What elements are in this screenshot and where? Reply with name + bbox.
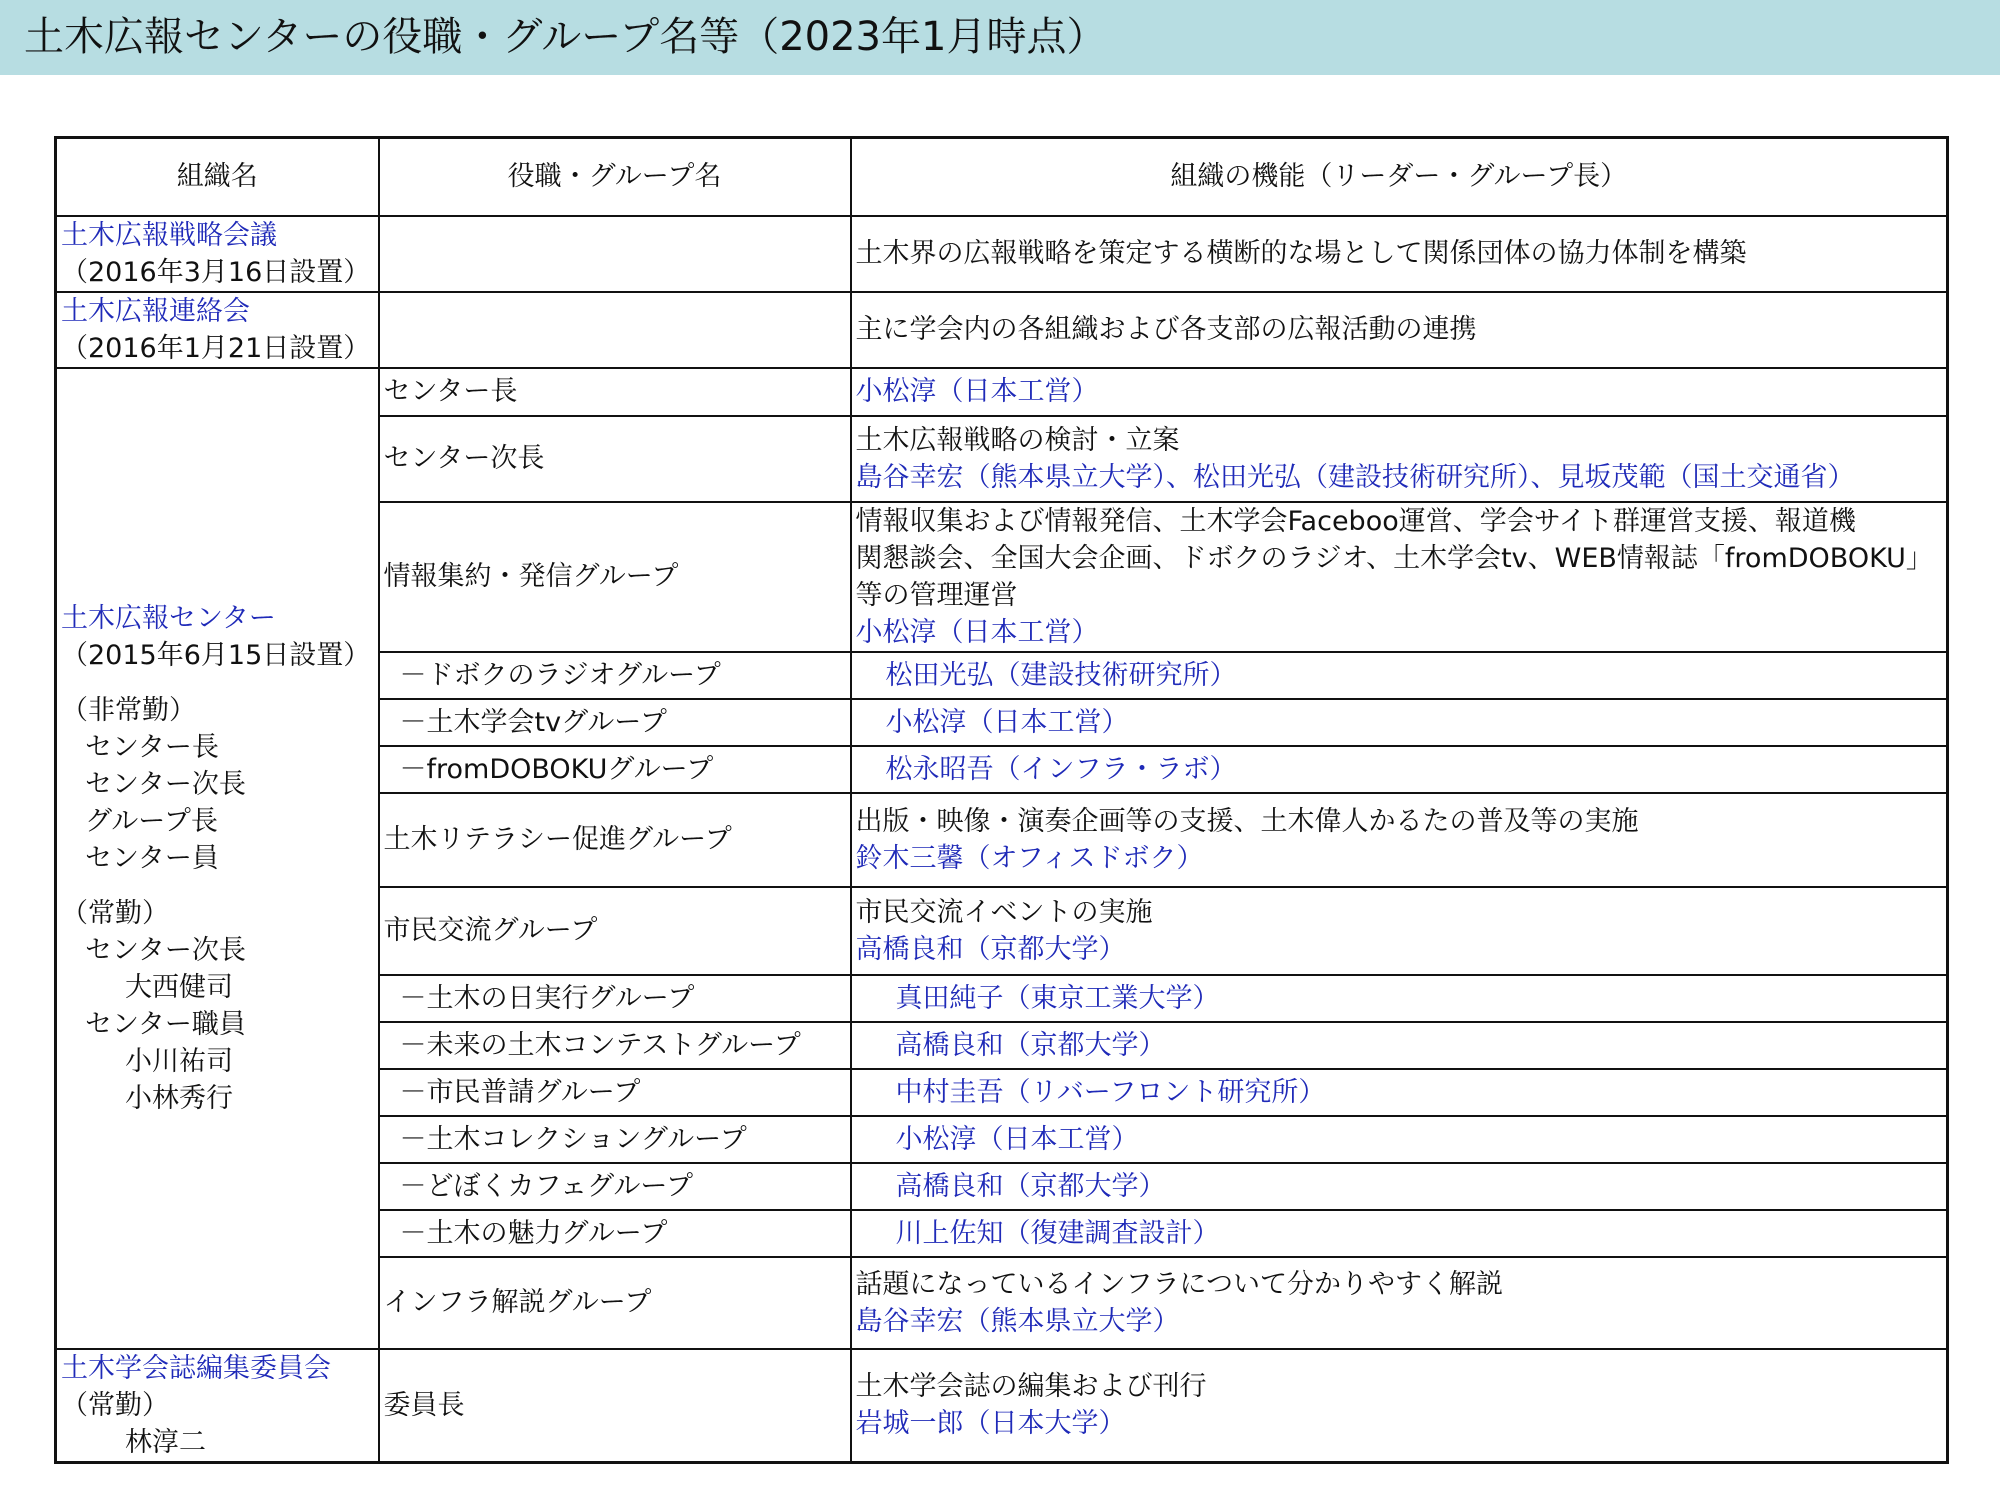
full-time-role: センター次長 bbox=[85, 934, 246, 966]
function-text: 関懇談会、全国大会企画、ドボクのラジオ、土木学会tv、WEB情報誌「fromDOBOKU」 bbox=[855, 542, 1933, 574]
org-date: （2015年6月15日設置） bbox=[61, 639, 371, 671]
leader-name[interactable]: 真田純子（東京工業大学） bbox=[895, 982, 1220, 1014]
subgroup-cell: －ドボクのラジオグループ bbox=[379, 652, 851, 699]
leader-name[interactable]: 岩城一郎（日本大学） bbox=[855, 1408, 1126, 1439]
organization-table bbox=[54, 136, 1949, 1464]
leader-name[interactable]: 高橋良和（京都大学） bbox=[895, 1029, 1166, 1061]
full-time-label: （常勤） bbox=[61, 1389, 169, 1421]
role-cell: 委員長 bbox=[379, 1349, 851, 1463]
function-cell bbox=[851, 699, 1948, 746]
function-cell bbox=[851, 887, 1948, 975]
function-text: 主に学会内の各組織および各支部の広報活動の連携 bbox=[855, 314, 1477, 345]
table-row bbox=[56, 292, 1948, 368]
subgroup-cell: －未来の土木コンテストグループ bbox=[379, 1022, 851, 1069]
role-cell bbox=[379, 216, 851, 292]
part-time-role: センター長 bbox=[85, 731, 219, 763]
org-cell bbox=[56, 1349, 379, 1463]
function-text: 出版・映像・演奏企画等の支援、土木偉人かるたの普及等の実施 bbox=[855, 805, 1639, 837]
function-text: 話題になっているインフラについて分かりやすく解説 bbox=[855, 1268, 1503, 1300]
function-cell bbox=[851, 1116, 1948, 1163]
title-bar bbox=[0, 0, 2000, 75]
page-title: 土木広報センターの役職・グループ名等（2023年1月時点） bbox=[24, 14, 1107, 60]
leader-name[interactable]: 松永昭吾（インフラ・ラボ） bbox=[885, 753, 1237, 785]
subgroup-cell: －どぼくカフェグループ bbox=[379, 1163, 851, 1210]
subgroup-cell: －土木の日実行グループ bbox=[379, 975, 851, 1022]
leader-name[interactable]: 中村圭吾（リバーフロント研究所） bbox=[895, 1076, 1326, 1108]
function-text: 土木界の広報戦略を策定する横断的な場として関係団体の協力体制を構築 bbox=[855, 238, 1747, 269]
role-cell: 土木リテラシー促進グループ bbox=[379, 793, 851, 887]
full-time-role: センター職員 bbox=[85, 1008, 246, 1040]
table-row bbox=[56, 1349, 1948, 1463]
subgroup-cell: －土木学会tvグループ bbox=[379, 699, 851, 746]
header-role-group: 役職・グループ名 bbox=[379, 138, 851, 216]
staff-name: 小川祐司 bbox=[125, 1045, 233, 1077]
part-time-label: （非常勤） bbox=[61, 694, 196, 726]
org-cell bbox=[56, 292, 379, 368]
function-cell bbox=[851, 1210, 1948, 1257]
leader-name[interactable]: 小松淳（日本工営） bbox=[855, 616, 1099, 648]
leader-name[interactable]: 小松淳（日本工営） bbox=[885, 706, 1129, 738]
leader-name[interactable]: 高橋良和（京都大学） bbox=[895, 1170, 1166, 1202]
leader-name[interactable]: 川上佐知（復建調査設計） bbox=[895, 1217, 1220, 1249]
center-org-cell bbox=[56, 368, 379, 1349]
leader-name[interactable]: 高橋良和（京都大学） bbox=[855, 933, 1126, 965]
function-text: 市民交流イベントの実施 bbox=[855, 896, 1153, 928]
role-cell bbox=[379, 292, 851, 368]
function-cell bbox=[851, 1069, 1948, 1116]
role-cell: センター長 bbox=[379, 368, 851, 416]
leader-name[interactable]: 島谷幸宏（熊本県立大学） bbox=[855, 1305, 1180, 1337]
full-time-label: （常勤） bbox=[61, 897, 169, 929]
part-time-role: センター員 bbox=[85, 842, 219, 874]
function-cell bbox=[851, 502, 1948, 652]
subgroup-cell: －土木の魅力グループ bbox=[379, 1210, 851, 1257]
function-cell bbox=[851, 1257, 1948, 1349]
function-text: 土木広報戦略の検討・立案 bbox=[855, 424, 1180, 456]
function-cell bbox=[851, 1163, 1948, 1210]
function-cell bbox=[851, 975, 1948, 1022]
table-header-row bbox=[56, 138, 1948, 216]
role-cell: センター次長 bbox=[379, 416, 851, 502]
table-row bbox=[56, 216, 1948, 292]
header-function: 組織の機能（リーダー・グループ長） bbox=[851, 138, 1948, 216]
leader-name[interactable]: 小松淳（日本工営） bbox=[855, 376, 1099, 407]
staff-name: 大西健司 bbox=[125, 971, 233, 1003]
function-cell bbox=[851, 1022, 1948, 1069]
subgroup-cell: －市民普請グループ bbox=[379, 1069, 851, 1116]
role-cell: 情報集約・発信グループ bbox=[379, 502, 851, 652]
leader-name[interactable]: 島谷幸宏（熊本県立大学）、松田光弘（建設技術研究所）、見坂茂範（国土交通省） bbox=[855, 461, 1855, 493]
subgroup-cell: －fromDOBOKUグループ bbox=[379, 746, 851, 793]
leader-name[interactable]: 松田光弘（建設技術研究所） bbox=[885, 659, 1237, 691]
function-cell bbox=[851, 416, 1948, 502]
org-cell bbox=[56, 216, 379, 292]
org-date: （2016年3月16日設置） bbox=[61, 256, 371, 288]
function-cell bbox=[851, 793, 1948, 887]
function-cell bbox=[851, 216, 1948, 292]
leader-name[interactable]: 小松淳（日本工営） bbox=[895, 1123, 1139, 1155]
role-cell: 市民交流グループ bbox=[379, 887, 851, 975]
function-cell bbox=[851, 368, 1948, 416]
table-row bbox=[56, 368, 1948, 416]
header-org-name: 組織名 bbox=[56, 138, 379, 216]
function-text: 等の管理運営 bbox=[855, 579, 1018, 611]
function-cell bbox=[851, 746, 1948, 793]
staff-name: 林淳二 bbox=[125, 1426, 206, 1458]
org-name-link[interactable]: 土木学会誌編集委員会 bbox=[61, 1352, 331, 1384]
org-name-link[interactable]: 土木広報センター bbox=[61, 602, 276, 634]
staff-name: 小林秀行 bbox=[125, 1082, 233, 1114]
function-cell bbox=[851, 1349, 1948, 1463]
function-cell bbox=[851, 652, 1948, 699]
role-cell: インフラ解説グループ bbox=[379, 1257, 851, 1349]
org-date: （2016年1月21日設置） bbox=[61, 332, 371, 364]
subgroup-cell: －土木コレクショングループ bbox=[379, 1116, 851, 1163]
function-cell bbox=[851, 292, 1948, 368]
part-time-role: グループ長 bbox=[85, 805, 218, 837]
function-text: 土木学会誌の編集および刊行 bbox=[855, 1371, 1207, 1402]
function-text: 情報収集および情報発信、土木学会Faceboo運営、学会サイト群運営支援、報道機 bbox=[855, 505, 1856, 537]
org-name-link[interactable]: 土木広報戦略会議 bbox=[61, 219, 277, 251]
part-time-role: センター次長 bbox=[85, 768, 246, 800]
leader-name[interactable]: 鈴木三馨（オフィスドボク） bbox=[855, 842, 1204, 874]
org-name-link[interactable]: 土木広報連絡会 bbox=[61, 295, 250, 327]
